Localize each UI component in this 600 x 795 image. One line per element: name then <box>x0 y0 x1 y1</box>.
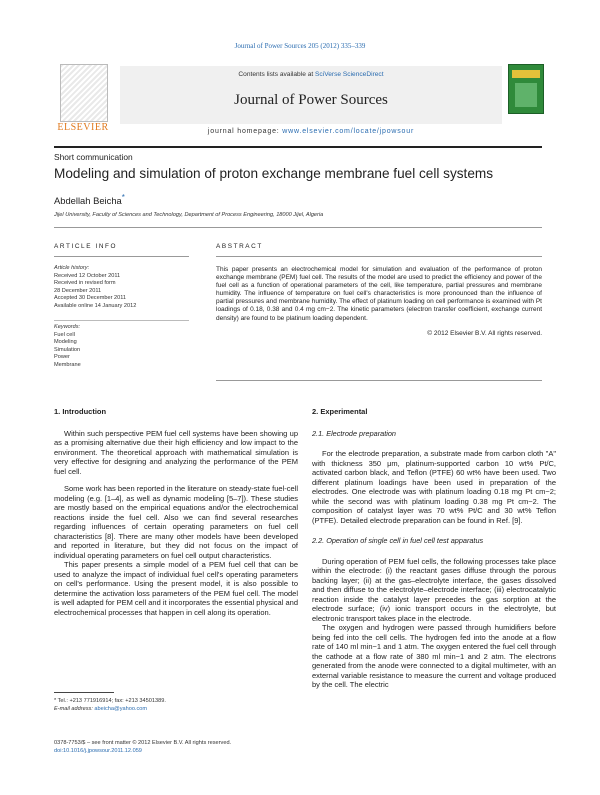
journal-cover-thumbnail <box>508 64 544 114</box>
paragraph: The oxygen and hydrogen were passed through humidifiers before being fed into the cell cells. The hydrogen fed into the anode at a flow rate of 140 ml min−1 and 1 atm. The oxygen entered the fuel cell through the cathode at a flow rate of 380 ml min−1 and 2 atm. The electrons generated from the anode were connected to a digital multimeter, with an external variable resistance to measure the current and voltage produced by the cell. The electric <box>312 623 556 689</box>
masthead-banner <box>120 66 502 124</box>
contents-line <box>120 71 502 78</box>
subsection-heading: 2.1. Electrode preparation <box>312 428 396 438</box>
abstract-text: This paper presents an electrochemical model for simulation and evaluation of the performance of proton exchange membrane (PEM) fuel cell. The results of the model are used to predict the efficiency and power of the fuel cell as a function of operational parameters of the cell, like temperature, partial pressures and membrane humidity. The influence of temperature on fuel cell's characteristics is more pronounced than the influence of partial pressures and membrane humidity. The effect of platinum loading on cell performance is examined with Pt loadings of 0.18, 0.38 and 0.4 mg cm−2. The kinetic parameters (electron transfer coefficient, exchange current density) are found to be platinum loading dependent. <box>216 266 542 322</box>
keywords-label: Keywords: <box>54 324 81 330</box>
article-title: Modeling and simulation of proton exchange membrane fuel cell systems <box>54 166 494 181</box>
cover-band <box>512 70 540 78</box>
publisher-logo-text: ELSEVIER <box>57 122 109 133</box>
issn-block <box>54 740 298 755</box>
homepage-link[interactable]: www.elsevier.com/locate/jpowsour <box>282 128 415 135</box>
footnote-divider <box>54 692 114 693</box>
paragraph: This paper presents a simple model of a PEM fuel cell that can be used to analyze the impact of individual fuel cell's operating parameters on cell's performance. Using the present model, it is also possible to determine the activation loss parameters of the PEM fuel cell. The model is well adapted for PEM cell and it incorporates the essential physical and electrochemical processes that happen in cell along its operation. <box>54 560 298 617</box>
paragraph: For the electrode preparation, a substrate made from carbon cloth "A" with thickness 350 μm, platinum-supported carbon 10 wt% Pt/C, activated carbon black, and Teflon (PTFE) 60 wt% have been used. Two different platinum loadings have been used in preparation of the electrodes. One electrode was with platinum loading 0.18 mg Pt cm−2; while the second was with platinum loading 0.38 mg Pt cm−2. The composition of catalyst layer was 70 wt% Pt/C and 30 wt% Teflon (PTFE). Detailed electrode preparation can be found in Ref. [9]. <box>312 449 556 525</box>
paragraph: Some work has been reported in the literature on steady-state fuel-cell modeling (e.g. [1–4], as well as dynamic modeling [5–7]). These studies are mostly based on the empirical equations and/or the electrochemical reactions inside the fuel cell. Also we can find several researches regarding influences of certain operating parameters on fuel cell characteristics [8]. There are many other models have been developed and reported in literature, but they did not focus on the impact of individual operating parameters on fuel cell output characteristics. <box>54 484 298 560</box>
doi-link[interactable]: doi:10.1016/j.jpowsour.2011.12.059 <box>54 747 142 754</box>
introduction-heading: 1. Introduction <box>54 407 107 416</box>
journal-title: Journal of Power Sources <box>234 92 388 108</box>
left-column <box>54 407 298 617</box>
history-item: Received in revised form <box>54 280 116 286</box>
masthead-divider <box>54 146 542 148</box>
journal-reference[interactable]: Journal of Power Sources 205 (2012) 335–339 <box>234 42 366 50</box>
history-item: Received 12 October 2011 <box>54 272 121 279</box>
history-label: Article history: <box>54 265 90 271</box>
keyword: Simulation <box>54 346 81 353</box>
history-item: Accepted 30 December 2011 <box>54 295 127 301</box>
email-line <box>54 705 298 713</box>
keyword: Modeling <box>54 339 77 346</box>
author-line <box>54 193 125 206</box>
corresponding-author-contact: * Tel.: +213 771916914; fax: +213 34501389. <box>54 698 166 704</box>
affiliation: Jijel University, Faculty of Sciences and Technology, Department of Process Engineering, 18000 Jijel, Algeria <box>54 212 324 218</box>
email-label: E-mail address: <box>54 706 95 712</box>
elsevier-tree-icon <box>60 64 108 122</box>
section-type: Short communication <box>54 152 133 162</box>
abstract-divider <box>216 380 542 381</box>
cover-image <box>515 83 537 107</box>
masthead <box>54 62 542 140</box>
history-divider <box>54 320 189 321</box>
issn-line: 0378-7753/$ – see front matter © 2012 Elsevier B.V. All rights reserved. <box>54 740 232 746</box>
contents-prefix: Contents lists available at <box>238 71 316 78</box>
article-history <box>54 265 189 310</box>
paragraph: Within such perspective PEM fuel cell systems have been showing up as a promising alternative due their high efficiency and low impact to the environment. The theoretical approach with mathematical simulation is very effective for designing and analyzing the performance of the PEM fuel cell. <box>54 428 298 476</box>
history-item: Available online 14 January 2012 <box>54 302 137 309</box>
right-column <box>312 407 556 690</box>
sciencedirect-link[interactable]: SciVerse ScienceDirect <box>315 71 384 78</box>
subsection-heading: 2.2. Operation of single cell in fuel cell test apparatus <box>312 536 484 545</box>
homepage-label: journal homepage: <box>207 128 283 135</box>
footnote <box>54 697 298 713</box>
abstract-heading: ABSTRACT <box>216 243 542 257</box>
keyword: Membrane <box>54 361 81 368</box>
elsevier-logo <box>54 62 112 140</box>
history-item: 28 December 2011 <box>54 287 102 294</box>
abstract-copyright: © 2012 Elsevier B.V. All rights reserved. <box>427 330 542 337</box>
article-info-heading: ARTICLE INFO <box>54 243 189 257</box>
experimental-heading: 2. Experimental <box>312 407 368 416</box>
author-name: Abdellah Beicha <box>54 195 122 207</box>
corresponding-author-mark[interactable]: * <box>121 193 125 202</box>
keyword: Power <box>54 354 70 361</box>
paragraph: During operation of PEM fuel cells, the following processes take place within the electrode: (i) the reactant gases diffuse through the porous backing layer; (ii) at the gas–electrolyte interface, the gases dissolved and then diffuse to the electrolyte–electrode interface; (iii) electrocatalytic reaction inside the catalyst layer precedes the gas sorption at the electrode surface; (iv) ionic transport occurs in the electrolyte, but electronic transport takes place in the electrode. <box>312 556 556 623</box>
email-link[interactable]: abeicha@yahoo.com <box>94 706 148 712</box>
homepage-line <box>120 128 502 135</box>
keyword: Fuel cell <box>54 331 75 338</box>
keywords-list <box>54 324 189 370</box>
affiliation-divider <box>54 227 542 228</box>
